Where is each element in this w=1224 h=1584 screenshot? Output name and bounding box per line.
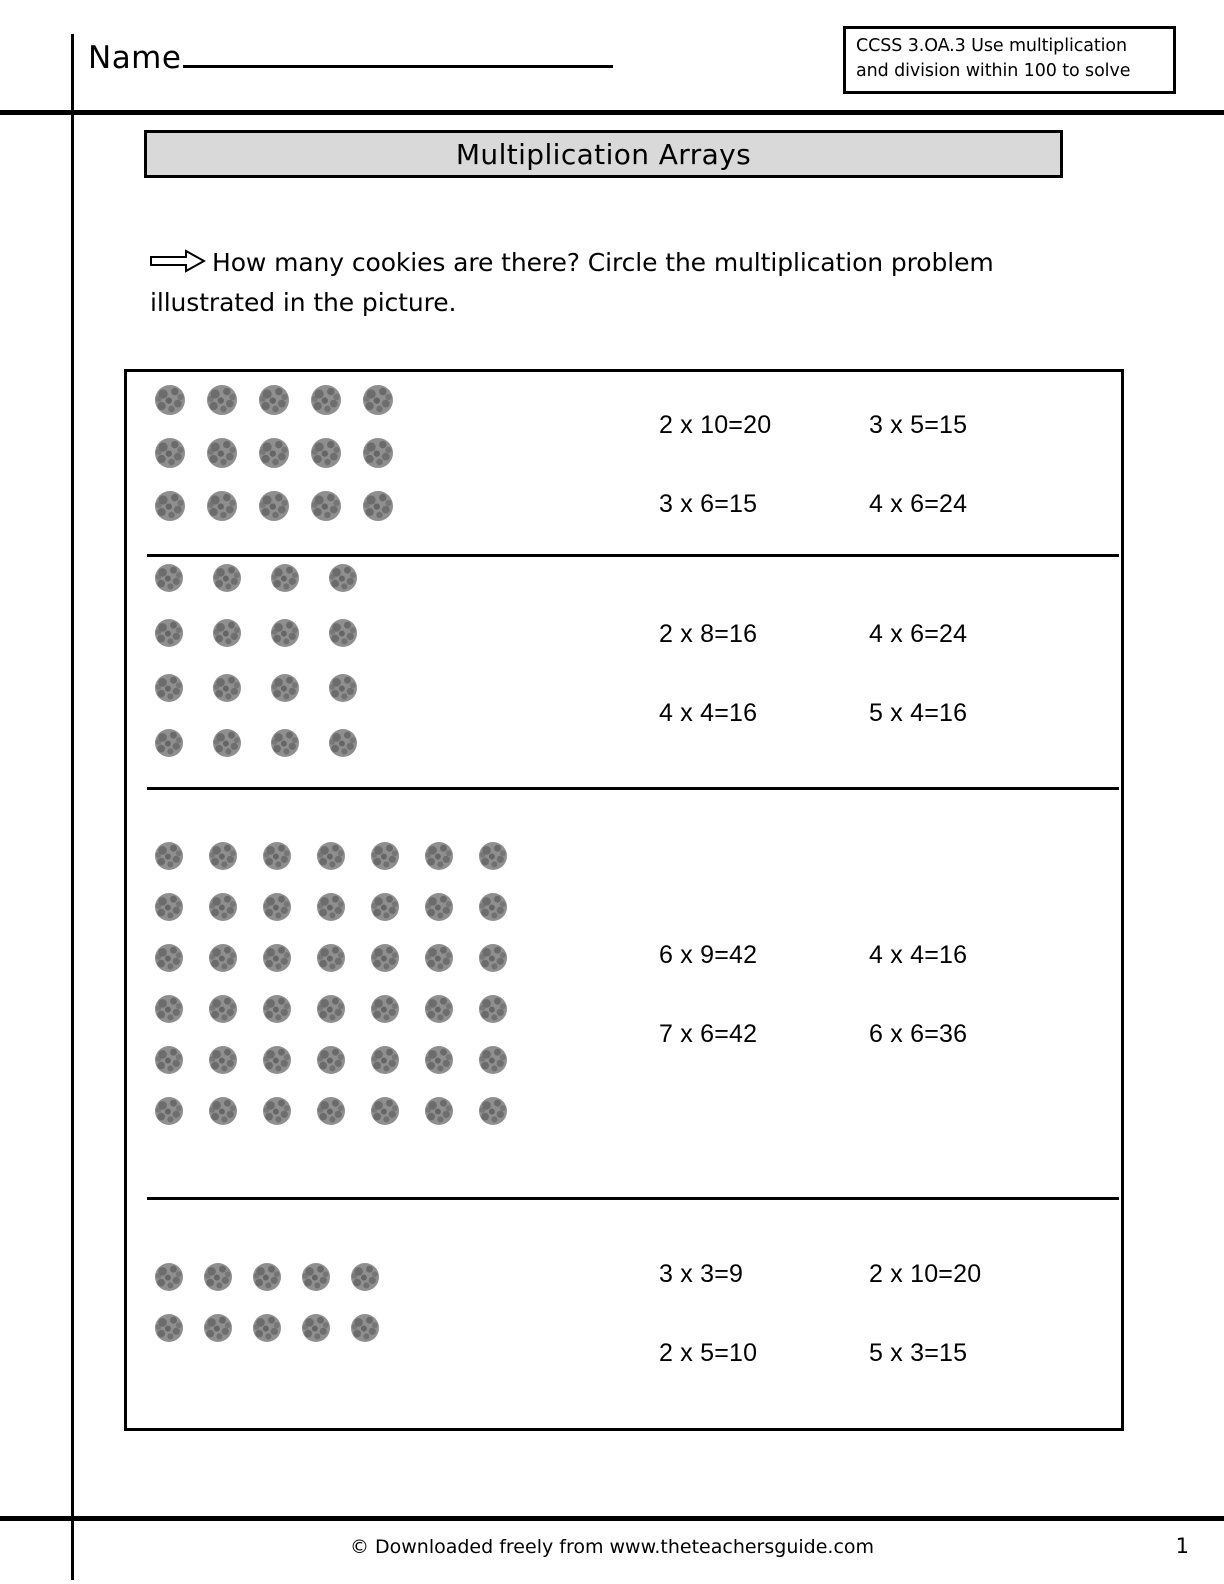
answer-choice[interactable]: 3 x 6=15 — [659, 489, 758, 518]
answer-choice[interactable]: 3 x 3=9 — [659, 1260, 744, 1288]
cookie-icon — [479, 944, 507, 972]
cookie-icon — [479, 893, 507, 921]
cookie-icon — [207, 438, 237, 468]
answer-choice[interactable]: 6 x 6=36 — [869, 1020, 968, 1048]
cookie-icon — [204, 1314, 232, 1342]
cookie-array-row — [155, 385, 647, 438]
cookie-icon — [155, 729, 183, 757]
cookie-icon — [155, 995, 183, 1023]
cookie-array-row — [155, 564, 647, 619]
cookie-icon — [155, 893, 183, 921]
cookie-array-row — [155, 619, 647, 674]
cookie-icon — [213, 564, 241, 592]
cookie-icon — [317, 944, 345, 972]
cookie-icon — [155, 1097, 183, 1125]
answer-choice[interactable]: 4 x 6=24 — [869, 489, 968, 518]
answer-choice[interactable]: 5 x 3=15 — [869, 1339, 968, 1367]
answer-choice[interactable]: 6 x 9=42 — [659, 941, 758, 969]
answer-choices — [647, 620, 1121, 728]
cookie-icon — [371, 1046, 399, 1074]
cookie-icon — [259, 491, 289, 521]
answer-choice[interactable]: 4 x 6=24 — [869, 619, 968, 648]
cookie-icon — [425, 893, 453, 921]
cookie-icon — [317, 995, 345, 1023]
cookie-icon — [425, 944, 453, 972]
cookie-icon — [351, 1314, 379, 1342]
cookie-array — [127, 1263, 647, 1365]
cookie-array-row — [155, 842, 647, 893]
cookie-icon — [317, 893, 345, 921]
cookie-icon — [329, 619, 357, 647]
right-arrow-icon — [150, 249, 206, 278]
cookie-icon — [271, 674, 299, 702]
cookie-icon — [213, 729, 241, 757]
problem-row — [127, 790, 1121, 1200]
name-input[interactable] — [183, 65, 613, 68]
answer-choice[interactable]: 3 x 5=15 — [869, 410, 968, 439]
header-divider-rule — [0, 110, 1224, 115]
cookie-icon — [209, 1097, 237, 1125]
ccss-standard-box — [843, 26, 1176, 94]
cookie-icon — [263, 893, 291, 921]
cookie-icon — [302, 1263, 330, 1291]
answer-choice[interactable]: 5 x 4=16 — [869, 698, 968, 727]
cookie-icon — [371, 893, 399, 921]
answer-choice[interactable]: 4 x 4=16 — [869, 941, 968, 969]
cookie-icon — [259, 438, 289, 468]
cookie-icon — [271, 729, 299, 757]
cookie-icon — [317, 1097, 345, 1125]
cookie-icon — [263, 1097, 291, 1125]
cookie-icon — [155, 385, 185, 415]
cookie-array-row — [155, 1263, 647, 1314]
cookie-icon — [425, 1046, 453, 1074]
cookie-icon — [311, 438, 341, 468]
cookie-icon — [271, 564, 299, 592]
cookie-icon — [155, 842, 183, 870]
cookie-icon — [209, 893, 237, 921]
worksheet-title-banner — [144, 130, 1063, 178]
cookie-icon — [207, 491, 237, 521]
cookie-array — [127, 564, 647, 784]
cookie-array-row — [155, 1046, 647, 1097]
cookie-icon — [253, 1314, 281, 1342]
answer-choice[interactable]: 2 x 5=10 — [659, 1339, 758, 1367]
footer-credit: © Downloaded freely from www.theteachersguide.com — [349, 1536, 875, 1558]
cookie-icon — [479, 1046, 507, 1074]
ccss-line-2: and division within 100 to solve — [856, 60, 1131, 81]
problem-row — [127, 557, 1121, 790]
footer-divider-rule — [0, 1516, 1224, 1521]
answer-choices — [647, 941, 1121, 1049]
cookie-icon — [479, 995, 507, 1023]
answer-choice[interactable]: 7 x 6=42 — [659, 1020, 758, 1048]
page-left-margin-rule — [71, 34, 74, 1580]
instructions-line-2: illustrated in the picture. — [150, 288, 457, 317]
cookie-array — [127, 385, 647, 544]
problem-row — [127, 372, 1121, 557]
answer-choice[interactable]: 2 x 10=20 — [869, 1260, 982, 1288]
cookie-array-row — [155, 491, 647, 544]
cookie-array-row — [155, 1314, 647, 1365]
cookie-icon — [155, 1263, 183, 1291]
cookie-icon — [213, 674, 241, 702]
cookie-icon — [263, 944, 291, 972]
cookie-icon — [263, 1046, 291, 1074]
cookie-icon — [253, 1263, 281, 1291]
cookie-icon — [155, 491, 185, 521]
cookie-icon — [371, 995, 399, 1023]
cookie-icon — [155, 619, 183, 647]
answer-choice[interactable]: 2 x 8=16 — [659, 619, 758, 648]
cookie-icon — [329, 564, 357, 592]
cookie-icon — [425, 995, 453, 1023]
cookie-icon — [329, 674, 357, 702]
cookie-icon — [425, 1097, 453, 1125]
cookie-icon — [329, 729, 357, 757]
problems-table — [124, 369, 1124, 1431]
cookie-array-row — [155, 944, 647, 995]
cookie-array-row — [155, 893, 647, 944]
name-field-block — [88, 40, 613, 76]
cookie-icon — [317, 842, 345, 870]
cookie-icon — [311, 385, 341, 415]
cookie-icon — [263, 842, 291, 870]
footer-page-number: 1 — [1175, 1534, 1189, 1558]
name-label: Name — [88, 40, 182, 76]
cookie-icon — [209, 944, 237, 972]
cookie-icon — [155, 564, 183, 592]
cookie-array-row — [155, 1097, 647, 1148]
cookie-icon — [479, 842, 507, 870]
cookie-icon — [209, 1046, 237, 1074]
ccss-line-1: CCSS 3.OA.3 Use multiplication — [856, 36, 1127, 56]
cookie-icon — [155, 438, 185, 468]
answer-choice[interactable]: 4 x 4=16 — [659, 698, 758, 727]
cookie-icon — [209, 995, 237, 1023]
cookie-icon — [363, 385, 393, 415]
cookie-icon — [311, 491, 341, 521]
cookie-icon — [317, 1046, 345, 1074]
cookie-icon — [155, 674, 183, 702]
cookie-icon — [425, 842, 453, 870]
cookie-icon — [371, 842, 399, 870]
cookie-icon — [302, 1314, 330, 1342]
cookie-icon — [271, 619, 299, 647]
cookie-icon — [479, 1097, 507, 1125]
instructions-line-1: How many cookies are there? Circle the multiplication problem — [212, 248, 994, 277]
cookie-icon — [213, 619, 241, 647]
cookie-array-row — [155, 729, 647, 784]
cookie-icon — [155, 1046, 183, 1074]
answer-choices — [647, 411, 1121, 519]
cookie-array-row — [155, 674, 647, 729]
cookie-icon — [155, 1314, 183, 1342]
cookie-array — [127, 842, 647, 1148]
problem-row — [127, 1200, 1121, 1428]
cookie-icon — [209, 842, 237, 870]
cookie-icon — [363, 491, 393, 521]
cookie-icon — [204, 1263, 232, 1291]
cookie-icon — [263, 995, 291, 1023]
cookie-icon — [363, 438, 393, 468]
answer-choices — [647, 1260, 1121, 1368]
cookie-array-row — [155, 438, 647, 491]
cookie-icon — [259, 385, 289, 415]
answer-choice[interactable]: 2 x 10=20 — [659, 410, 772, 439]
cookie-icon — [155, 944, 183, 972]
instructions-block — [150, 243, 1060, 323]
cookie-icon — [207, 385, 237, 415]
cookie-array-row — [155, 995, 647, 1046]
cookie-icon — [351, 1263, 379, 1291]
cookie-icon — [371, 944, 399, 972]
page-title: Multiplication Arrays — [455, 137, 752, 171]
cookie-icon — [371, 1097, 399, 1125]
